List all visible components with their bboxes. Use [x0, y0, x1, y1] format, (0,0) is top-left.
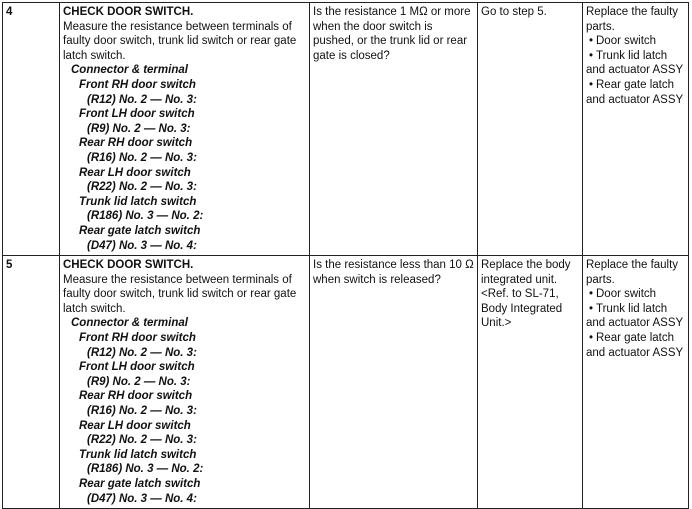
step-title: CHECK DOOR SWITCH. [63, 259, 194, 272]
switch-name: Rear RH door switch [79, 137, 193, 150]
no-item-text: Door switch [596, 288, 657, 301]
no-item-text-cont: and actuator ASSY [586, 317, 684, 330]
step-description: Measure the resistance between terminals of faulty door switch, trunk lid switch or rear gate latch switch. [63, 20, 297, 62]
switch-terminals: (R12) No. 2 — No. 3: [87, 346, 197, 359]
switch-terminals: (R9) No. 2 — No. 3: [87, 375, 191, 388]
no-item-text: Trunk lid latch [596, 302, 668, 315]
switch-terminals: (R22) No. 2 — No. 3: [87, 434, 197, 447]
switch-name: Rear RH door switch [79, 390, 193, 403]
no-action-item [586, 34, 685, 49]
switch-name: Rear LH door switch [79, 166, 191, 179]
connector-heading: Connector & terminal [71, 64, 188, 77]
check-cell [310, 3, 478, 256]
no-action-intro: Replace the faulty parts. [586, 6, 679, 33]
step-cell [3, 256, 60, 509]
check-cell [310, 256, 478, 509]
no-item-text-cont: and actuator ASSY [586, 346, 684, 359]
switch-name: Front RH door switch [79, 332, 196, 345]
switch-terminals: (R16) No. 2 — No. 3: [87, 151, 197, 164]
switch-name: Trunk lid latch switch [79, 195, 197, 208]
no-action-item [586, 78, 685, 93]
no-item-text-cont: and actuator ASSY [586, 93, 684, 106]
no-item-text: Rear gate latch [596, 78, 674, 91]
switch-terminals: (R186) No. 3 — No. 2: [87, 210, 204, 223]
procedure-cell [60, 3, 310, 256]
table-row-step-5 [3, 256, 689, 509]
switch-terminals: (R9) No. 2 — No. 3: [87, 122, 191, 135]
switch-name: Rear LH door switch [79, 419, 191, 432]
check-question: Is the resistance less than 10 Ω when switch is released? [313, 259, 474, 286]
no-action-item [586, 49, 685, 64]
switch-terminals: (D47) No. 3 — No. 4: [87, 492, 197, 505]
no-item-text: Trunk lid latch [596, 49, 668, 62]
switch-terminals: (R186) No. 3 — No. 2: [87, 463, 204, 476]
no-action-item [586, 302, 685, 317]
bullet-icon: • [588, 332, 594, 345]
connector-heading: Connector & terminal [71, 317, 188, 330]
step-cell [3, 3, 60, 256]
bullet-icon: • [588, 78, 594, 91]
switch-name: Front LH door switch [79, 108, 195, 121]
no-item-text: Rear gate latch [596, 332, 674, 345]
switch-name: Trunk lid latch switch [79, 448, 197, 461]
no-action-item [586, 331, 685, 346]
switch-terminals: (R12) No. 2 — No. 3: [87, 93, 197, 106]
no-cell [583, 3, 689, 256]
no-item-text-cont: and actuator ASSY [586, 64, 684, 77]
switch-terminals: (D47) No. 3 — No. 4: [87, 239, 197, 252]
no-action-intro: Replace the faulty parts. [586, 259, 679, 286]
step-number: 4 [6, 6, 13, 18]
switch-name: Rear gate latch switch [79, 224, 201, 237]
switch-name: Rear gate latch switch [79, 478, 201, 490]
switch-name: Front LH door switch [79, 361, 195, 374]
yes-cell [478, 256, 583, 509]
table-row-step-4 [3, 3, 689, 256]
yes-cell [478, 3, 583, 256]
switch-terminals: (R16) No. 2 — No. 3: [87, 405, 197, 418]
no-item-text: Door switch [596, 35, 657, 48]
no-action-item [586, 287, 685, 302]
step-number: 5 [6, 259, 13, 272]
step-description: Measure the resistance between terminals of faulty door switch, trunk lid switch or rear gate latch switch. [63, 273, 297, 315]
step-title: CHECK DOOR SWITCH. [63, 6, 194, 18]
no-cell [583, 256, 689, 509]
switch-name: Front RH door switch [79, 78, 196, 91]
bullet-icon: • [588, 49, 594, 62]
yes-action: Replace the body integrated unit. <Ref. to SL-71, Body Integrated Unit.> [481, 259, 571, 330]
bullet-icon: • [588, 302, 594, 315]
switch-terminals: (R22) No. 2 — No. 3: [87, 181, 197, 194]
bullet-icon: • [588, 288, 594, 301]
diagnosis-table [2, 2, 689, 509]
procedure-cell [60, 256, 310, 509]
check-question: Is the resistance 1 MΩ or more when the door switch is pushed, or the trunk lid or rear gate is closed? [313, 6, 471, 62]
bullet-icon: • [588, 35, 594, 48]
yes-action: Go to step 5. [481, 6, 547, 18]
